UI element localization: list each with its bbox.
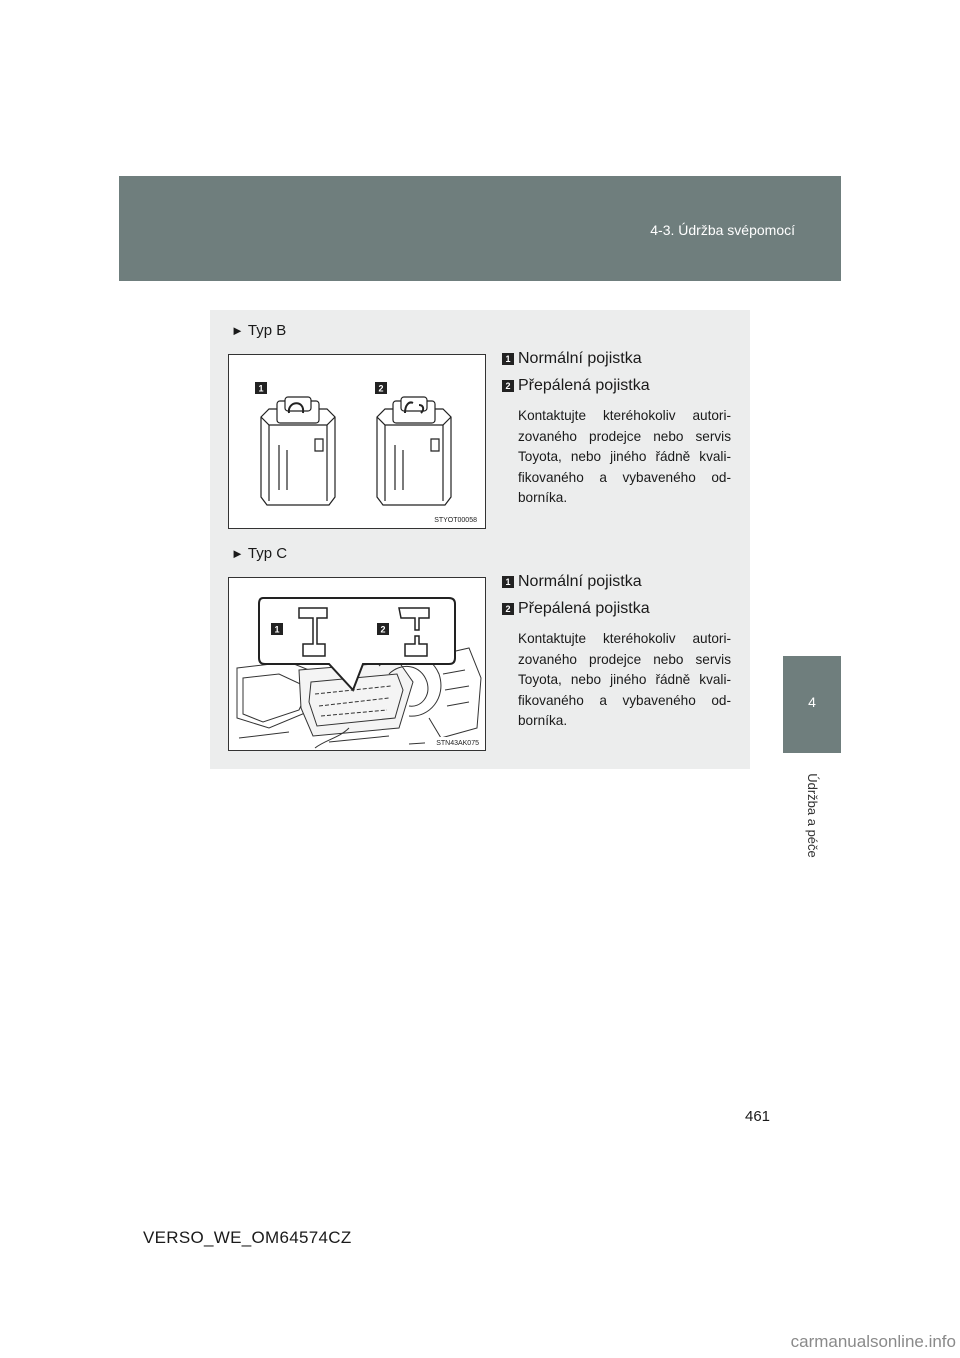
header-band xyxy=(119,176,841,281)
number-badge: 2 xyxy=(502,603,514,615)
fuse-type-b-figure xyxy=(228,354,486,529)
page-number: 461 xyxy=(745,1108,771,1125)
legend-label: Přepálená pojistka xyxy=(518,600,650,617)
watermark: carmanualsonline.info xyxy=(790,1332,956,1351)
callout-1-text: 1 xyxy=(258,383,264,394)
type-b-heading-text: Typ B xyxy=(247,322,287,339)
type-c-heading-text: Typ C xyxy=(247,545,288,562)
section-title: 4-3. Údržba svépomocí xyxy=(650,222,795,238)
legend-label: Normální pojistka xyxy=(518,573,642,590)
legend-blown-fuse xyxy=(502,377,650,395)
arrow-right-icon: ► xyxy=(231,546,244,561)
normal-fuse-icon xyxy=(261,397,335,505)
fuse-type-c-figure xyxy=(228,577,486,751)
chapter-label: Údržba a péče xyxy=(804,772,820,858)
figure-code: STN43AK075 xyxy=(436,740,479,747)
type-c-heading xyxy=(231,545,287,562)
type-b-heading xyxy=(231,322,286,339)
callout-1-text: 1 xyxy=(274,624,280,635)
number-badge: 1 xyxy=(502,353,514,365)
chapter-number: 4 xyxy=(808,694,816,710)
figure-code: STYOT00058 xyxy=(434,517,477,524)
fuse-type-b-illustration xyxy=(229,355,485,528)
callout-2-text: 2 xyxy=(378,383,384,394)
arrow-right-icon: ► xyxy=(231,323,244,338)
chapter-tab xyxy=(783,656,841,753)
contact-dealer-note: Kontaktujte kteréhokoliv autori-zovaného prodejce nebo servis Toyota, nebo jiného řádně kvali-fikovaného a vybaveného od-borníka. xyxy=(518,631,731,728)
number-badge: 1 xyxy=(502,576,514,588)
fuse-type-c-illustration xyxy=(229,578,485,750)
chapter-label-container xyxy=(784,765,840,865)
legend-label: Normální pojistka xyxy=(518,350,642,367)
legend-normal-fuse xyxy=(502,573,642,591)
document-code: VERSO_WE_OM64574CZ xyxy=(143,1228,352,1247)
contact-dealer-note: Kontaktujte kteréhokoliv autori-zovaného prodejce nebo servis Toyota, nebo jiného řádně kvali-fikovaného a vybaveného od-borníka. xyxy=(518,408,731,505)
legend-normal-fuse xyxy=(502,350,642,368)
callout-2-text: 2 xyxy=(380,624,386,635)
legend-blown-fuse xyxy=(502,600,650,618)
blown-fuse-icon xyxy=(377,397,451,505)
legend-label: Přepálená pojistka xyxy=(518,377,650,394)
number-badge: 2 xyxy=(502,380,514,392)
